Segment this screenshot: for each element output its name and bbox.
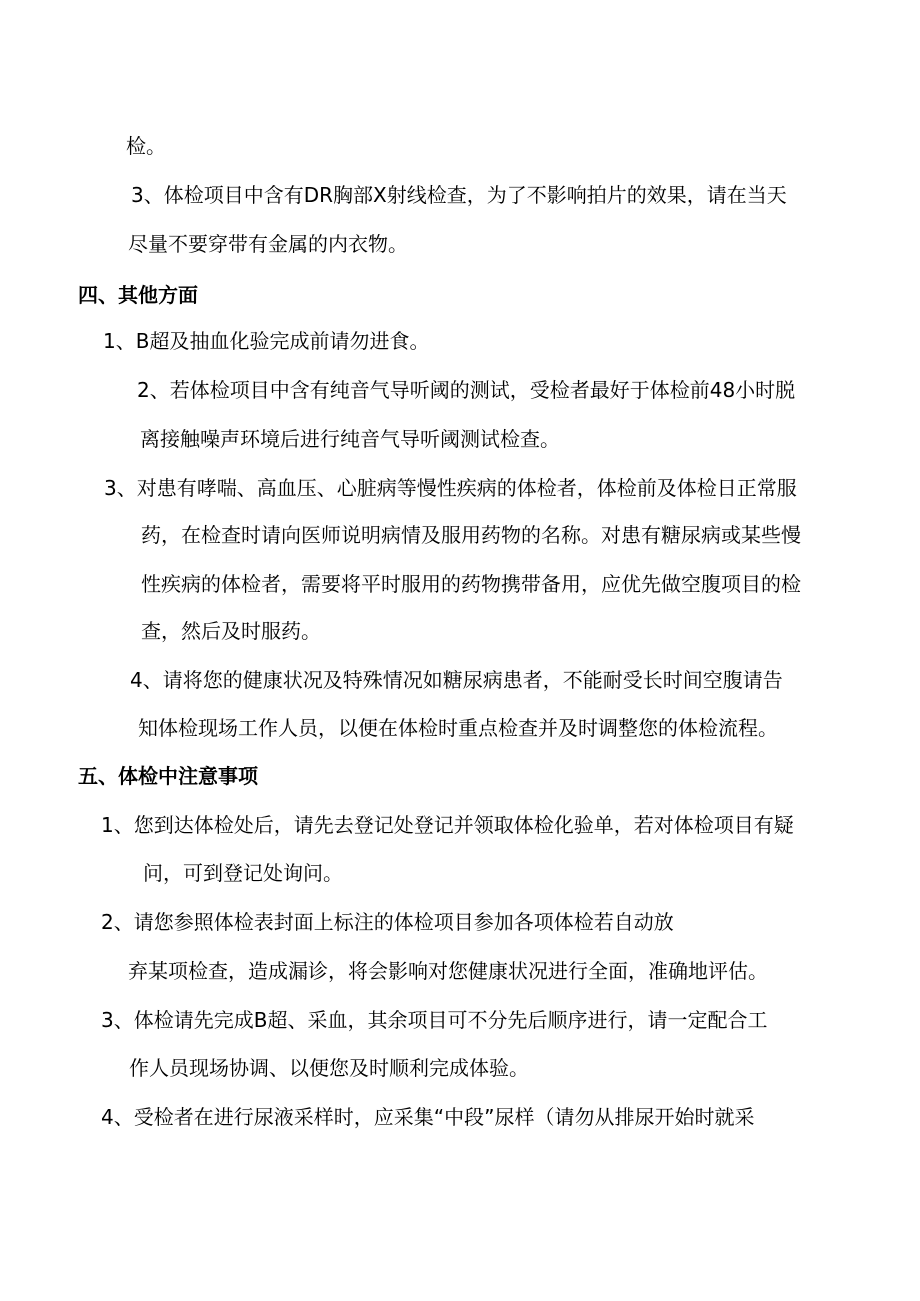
paragraph-line: 1、您到达体检处后，请先去登记处登记并领取体检化验单，若对体检项目有疑 (101, 813, 794, 837)
paragraph-line: 知体检现场工作人员，以便在体检时重点检查并及时调整您的体检流程。 (138, 716, 778, 740)
paragraph-line: 3、体检项目中含有DR胸部X射线检查，为了不影响拍片的效果，请在当天 (131, 183, 787, 207)
paragraph-line: 查，然后及时服药。 (141, 619, 321, 643)
paragraph-line: 2、请您参照体检表封面上标注的体检项目参加各项体检若自动放 (101, 910, 674, 934)
paragraph-line: 3、对患有哮喘、高血压、心脏病等慢性疾病的体检者，体检前及体检日正常服 (104, 476, 797, 500)
section-heading: 四、其他方面 (78, 283, 198, 307)
paragraph-line: 2、若体检项目中含有纯音气导听阈的测试，受检者最好于体检前48小时脱 (137, 378, 796, 402)
paragraph-line: 性疾病的体检者，需要将平时服用的药物携带备用，应优先做空腹项目的检 (141, 572, 801, 596)
paragraph-line: 1、B超及抽血化验完成前请勿进食。 (103, 329, 430, 353)
paragraph-line: 4、请将您的健康状况及特殊情况如糖尿病患者，不能耐受长时间空腹请告 (130, 668, 783, 692)
paragraph-line: 4、受检者在进行尿液采样时，应采集“中段”尿样（请勿从排尿开始时就采 (101, 1105, 755, 1129)
paragraph-line: 问，可到登记处询问。 (143, 861, 343, 885)
paragraph-line: 检。 (126, 134, 166, 158)
paragraph-line: 作人员现场协调、以便您及时顺利完成体验。 (129, 1056, 529, 1080)
paragraph-line: 尽量不要穿带有金属的内衣物。 (128, 232, 408, 256)
paragraph-line: 弃某项检查，造成漏诊，将会影响对您健康状况进行全面，准确地评估。 (128, 959, 768, 983)
paragraph-line: 3、体检请先完成B超、采血，其余项目可不分先后顺序进行，请一定配合工 (101, 1008, 768, 1032)
section-heading: 五、体检中注意事项 (78, 764, 258, 788)
paragraph-line: 离接触噪声环境后进行纯音气导听阈测试检查。 (140, 427, 560, 451)
paragraph-line: 药，在检查时请向医师说明病情及服用药物的名称。对患有糖尿病或某些慢 (141, 523, 801, 547)
